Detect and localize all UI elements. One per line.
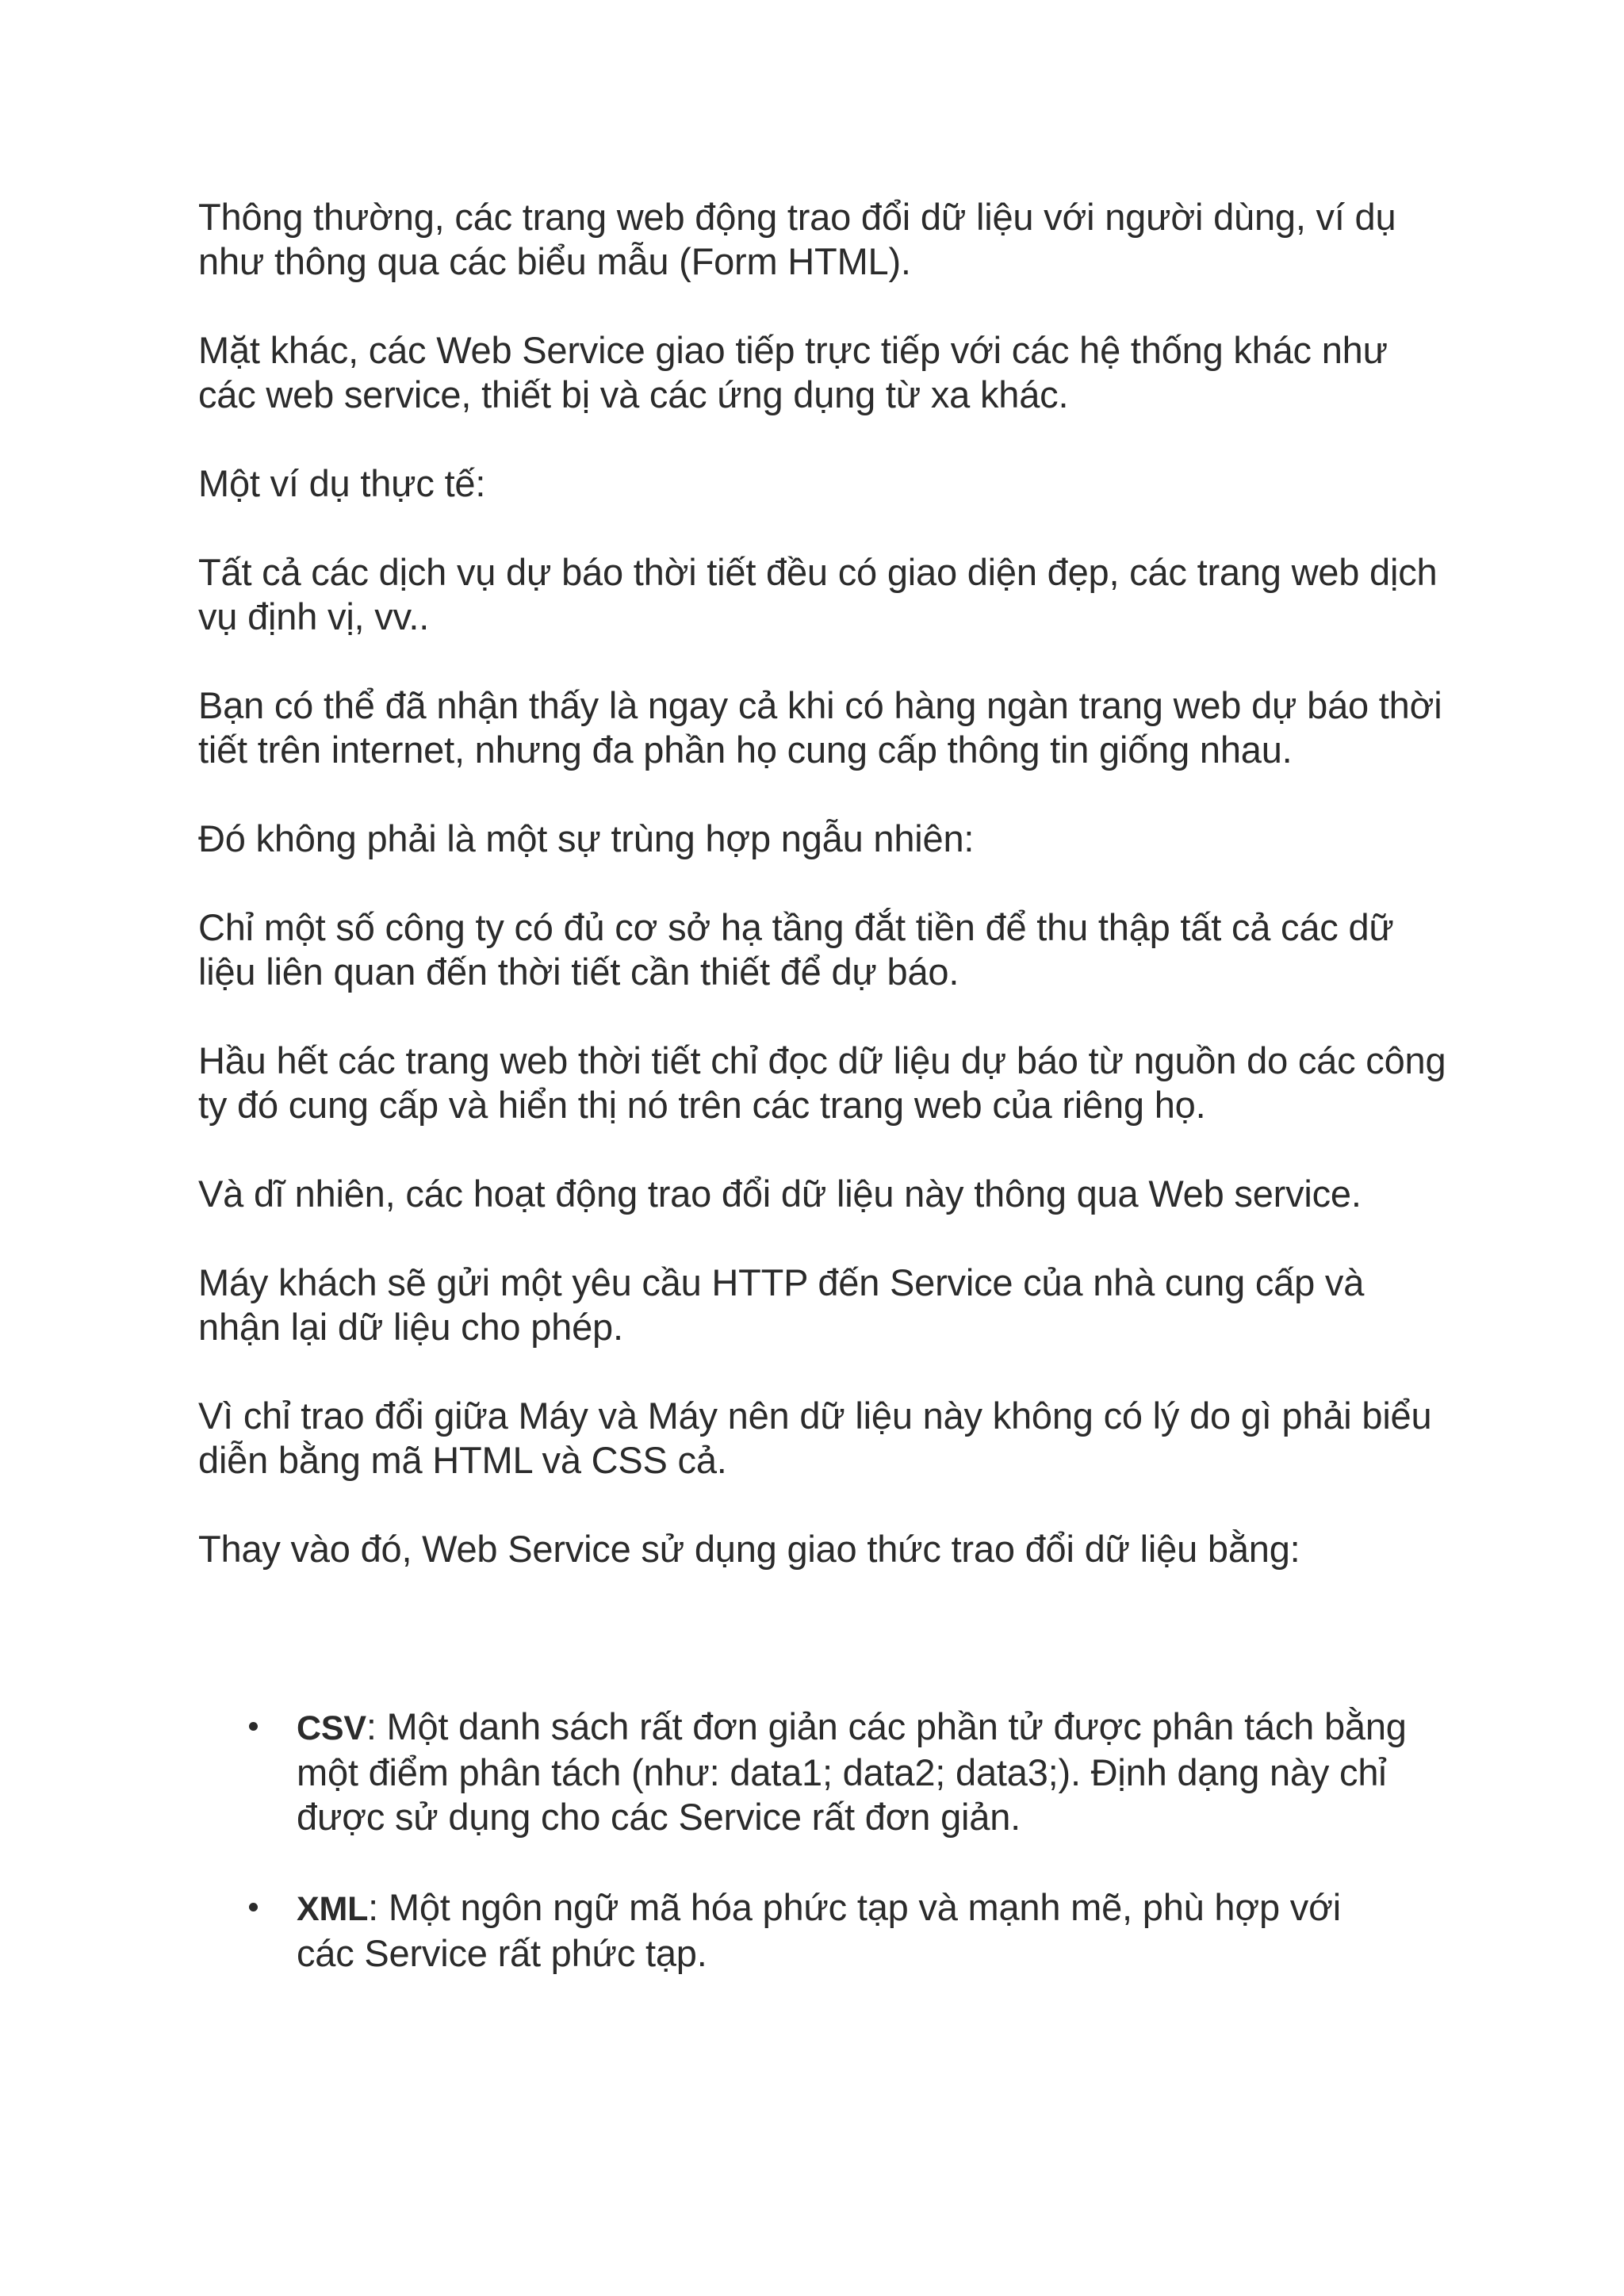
paragraph: Hầu hết các trang web thời tiết chỉ đọc dữ liệu dự báo từ nguồn do các công ty đó cung cấp và hiển thị nó trên các trang web của riêng họ. bbox=[198, 1039, 1446, 1126]
list-item-term: CSV bbox=[297, 1709, 366, 1747]
paragraph: Và dĩ nhiên, các hoạt động trao đổi dữ liệu này thông qua Web service. bbox=[198, 1173, 1362, 1215]
paragraph: Máy khách sẽ gửi một yêu cầu HTTP đến Service của nhà cung cấp và nhận lại dữ liệu cho phép. bbox=[198, 1261, 1365, 1348]
paragraph: Thay vào đó, Web Service sử dụng giao thức trao đổi dữ liệu bằng: bbox=[198, 1528, 1300, 1570]
paragraph: Mặt khác, các Web Service giao tiếp trực tiếp với các hệ thống khác như các web service, thiết bị và các ứng dụng từ xa khác. bbox=[198, 329, 1388, 415]
list-item-text: : Một ngôn ngữ mã hóa phức tạp và mạnh mẽ, phù hợp với các Service rất phức tạp. bbox=[297, 1886, 1341, 1974]
list-item-term: XML bbox=[297, 1890, 369, 1928]
paragraph: Vì chỉ trao đổi giữa Máy và Máy nên dữ liệu này không có lý do gì phải biểu diễn bằng mã HTML và CSS cả. bbox=[198, 1395, 1432, 1481]
bullet-icon bbox=[249, 1903, 258, 1911]
paragraph: Một ví dụ thực tế: bbox=[198, 462, 486, 504]
paragraph: Thông thường, các trang web động trao đổi dữ liệu với người dùng, ví dụ như thông qua các biểu mẫu (Form HTML). bbox=[198, 196, 1396, 282]
paragraph: Tất cả các dịch vụ dự báo thời tiết đều có giao diện đẹp, các trang web dịch vụ định vị, vv.. bbox=[198, 551, 1438, 637]
bullet-icon bbox=[249, 1722, 258, 1731]
paragraph: Chỉ một số công ty có đủ cơ sở hạ tầng đắt tiền để thu thập tất cả các dữ liệu liên quan đến thời tiết cần thiết để dự báo. bbox=[198, 906, 1394, 993]
blank-space bbox=[198, 1616, 1451, 1705]
paragraph: Đó không phải là một sự trùng hợp ngẫu nhiên: bbox=[198, 817, 975, 859]
format-list bbox=[198, 1705, 1451, 1976]
list-item-csv bbox=[198, 1705, 1407, 1839]
document-page bbox=[198, 195, 1451, 2022]
list-item-text: : Một danh sách rất đơn giản các phần tử được phân tách bằng một điểm phân tách (như: data1; data2; data3;). Định dạng này chỉ được sử dụng cho các Service rất đơn giản. bbox=[297, 1705, 1407, 1838]
list-item-xml bbox=[198, 1885, 1407, 1976]
paragraph: Bạn có thể đã nhận thấy là ngay cả khi có hàng ngàn trang web dự báo thời tiết trên internet, nhưng đa phần họ cung cấp thông tin giống nhau. bbox=[198, 684, 1442, 771]
